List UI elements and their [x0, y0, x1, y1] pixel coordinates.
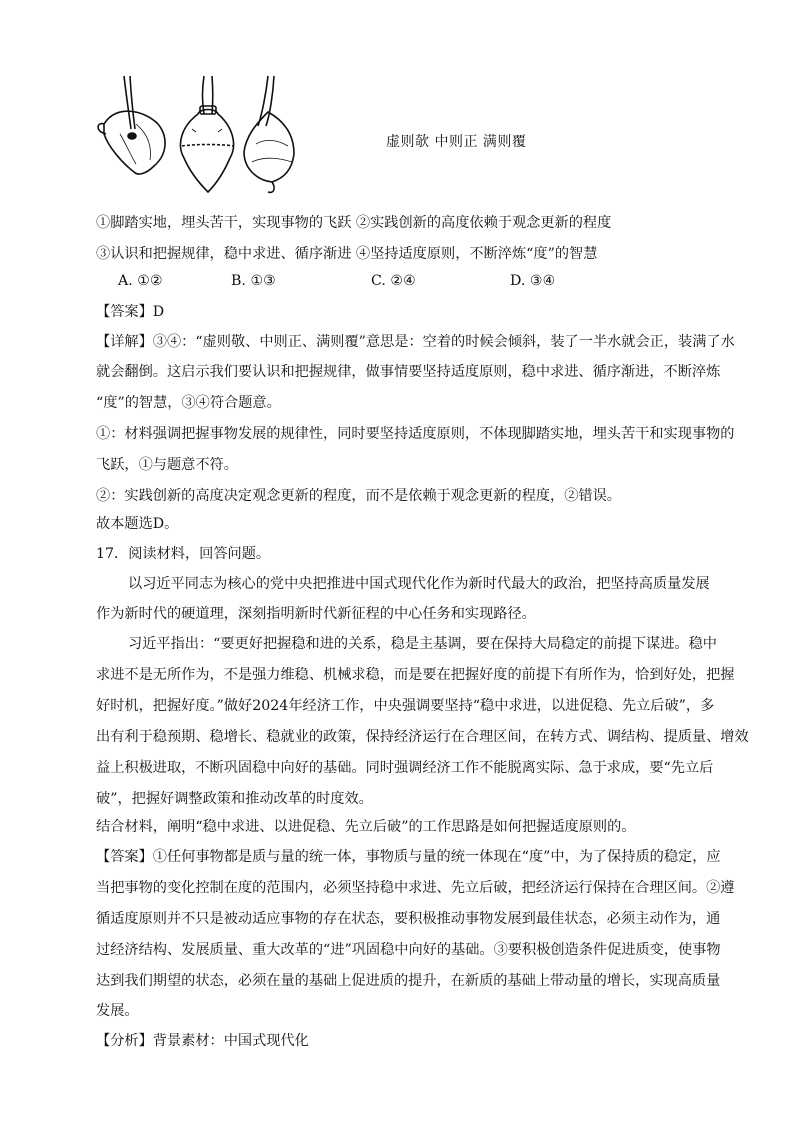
answer-line: 达到我们期望的状态，必须在量的基础上促进质的提升，在新质的基础上带动量的增长，实现高质量 [96, 973, 721, 989]
answer-line: 过经济结构、发展质量、重大改革的“进”巩固稳中向好的基础。③要积极创造条件促进质变，使事物 [96, 942, 721, 958]
question-17-heading: 17．阅读材料，回答问题。 [96, 546, 271, 562]
answer-line: 循适度原则并不只是被动适应事物的存在状态，要积极推动事物发展到最佳状态，必须主动作为，通 [96, 911, 721, 927]
option-a: A. ①② [118, 273, 163, 289]
explanation-line: 【详解】③④：“虚则敬、中则正、满则覆”意思是：空着的时候会倾斜，装了一半水就会正，装满了水 [96, 334, 735, 350]
explanation-line: ①：材料强调把握事物发展的规律性，同时要坚持适度原则，不体现脚踏实地，埋头苦干和实现事物的 [96, 426, 735, 442]
explanation-line: 飞跃，①与题意不符。 [96, 457, 238, 473]
answer-label: 【答案】D [96, 304, 165, 320]
material-line: 好时机，把握好度。”做好2024年经济工作，中央强调要坚持“稳中求进，以进促稳、先立后破”，多 [96, 698, 715, 714]
material-line: 作为新时代的硬道理，深刻指明新时代新征程的中心任务和实现路径。 [96, 606, 536, 622]
statement-line: ①脚踏实地，埋头苦干，实现事物的飞跃 ②实践创新的高度依赖于观念更新的程度 [96, 215, 612, 231]
tilting-vessels-illustration [96, 74, 306, 199]
material-line: 益上积极进取，不断巩固稳中向好的基础。同时强调经济工作不能脱离实际、急于求成，要“先立后 [96, 760, 714, 776]
answer-line: 当把事物的变化控制在度的范围内，必须坚持稳中求进、先立后破，把经济运行保持在合理区间。②遵 [96, 880, 735, 896]
answer-line: 发展。 [96, 1003, 139, 1019]
option-c: C. ②④ [371, 273, 416, 289]
question-prompt: 结合材料，阐明“稳中求进、以进促稳、先立后破”的工作思路是如何把握适度原则的。 [96, 819, 636, 835]
material-line: 以习近平同志为核心的党中央把推进中国式现代化作为新时代最大的政治，把坚持高质量发展 [128, 576, 710, 592]
material-line: 习近平指出：“要更好把握稳和进的关系，稳是主基调，要在保持大局稳定的前提下谋进。稳中 [128, 636, 717, 652]
explanation-line: 故本题选D。 [96, 516, 179, 532]
explanation-line: 就会翻倒。这启示我们要认识和把握规律，做事情要坚持适度原则，稳中求进、循序渐进，不断淬炼 [96, 364, 721, 380]
answer-line: 【答案】①任何事物都是质与量的统一体，事物质与量的统一体现在“度”中，为了保持质的稳定，应 [96, 849, 721, 865]
statement-line: ③认识和把握规律，稳中求进、循序渐进 ④坚持适度原则，不断淬炼“度”的智慧 [96, 246, 598, 262]
figure-caption: 虚则欹 中则正 满则覆 [386, 134, 527, 150]
explanation-line: ②：实践创新的高度决定观念更新的程度，而不是依赖于观念更新的程度，②错误。 [96, 488, 621, 504]
material-line: 求进不是无所作为，不是强力维稳、机械求稳，而是要在把握好度的前提下有所作为，恰到好处，把握 [96, 667, 735, 683]
material-line: 出有利于稳预期、稳增长、稳就业的政策，保持经济运行在合理区间，在转方式、调结构、提质量、增效 [96, 729, 749, 745]
option-b: B. ①③ [231, 273, 276, 289]
explanation-line: “度”的智慧，③④符合题意。 [96, 395, 281, 411]
analysis-line: 【分析】背景素材：中国式现代化 [96, 1033, 309, 1049]
material-line: 破”，把握好调整政策和推动改革的时度效。 [96, 791, 373, 807]
option-d: D. ③④ [510, 273, 556, 289]
